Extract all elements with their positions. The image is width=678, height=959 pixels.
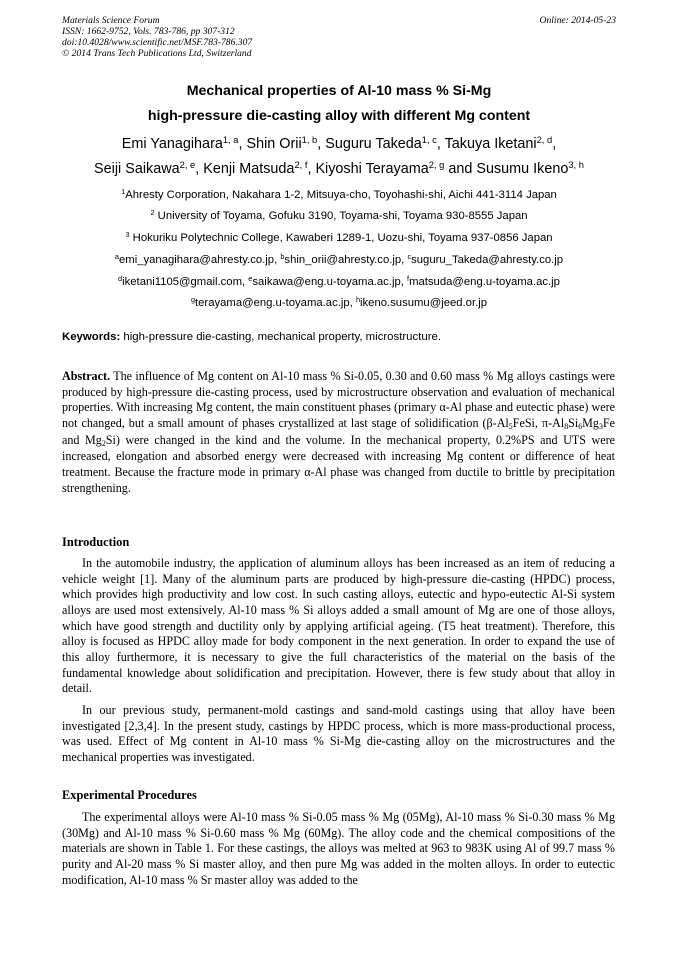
email-link[interactable]: ikeno.susumu@jeed.or.jp bbox=[360, 297, 488, 309]
email-mark: f bbox=[407, 274, 410, 284]
affiliation-1 bbox=[0, 189, 678, 201]
author-affiliation-mark: 2, d bbox=[536, 135, 553, 146]
email-mark: c bbox=[407, 252, 412, 262]
issn-line: ISSN: 1662-9752, Vols. 783-786, pp 307-312 bbox=[62, 26, 235, 37]
email-link[interactable]: emi_yanagihara@ahresty.co.jp bbox=[119, 254, 275, 266]
paper-title-line-1: Mechanical properties of Al-10 mass % Si-Mg bbox=[186, 83, 492, 99]
abstract-text: The influence of Mg content on Al-10 mass % Si-0.05, 0.30 and 0.60 mass % Mg alloys castings were produced by high-pressure die-casting process, used by microstructure observation and evaluation of mechanical properties. With increasing Mg content, the main constituent phases (primary α-Al phase and eutectic phase) were not changed, but a small amount of phases crystallized at last stage of solidification (β-Al bbox=[62, 369, 615, 430]
author-name: Kenji Matsuda bbox=[203, 161, 295, 177]
author-name: Seiji Saikawa bbox=[94, 161, 180, 177]
doi-line: doi:10.4028/www.scientific.net/MSF.783-786.307 bbox=[62, 37, 253, 48]
author-list-line-2: Seiji Saikawa$^{2, e}$, Kenji Matsuda$^{2, f}$, Kiyoshi Terayama$^{2, g}$ and Susumu Ikeno$^{3, h}$ bbox=[94, 160, 584, 177]
author-list-line-1: Emi Yanagihara$^{1, a}$, Shin Orii$^{1, b}$, Suguru Takeda$^{1, c}$, Takuya Iketani$^{2, d}$, bbox=[121, 135, 557, 152]
author-affiliation-mark: 2, e bbox=[179, 160, 196, 171]
author-affiliation-mark: 2, g bbox=[428, 160, 445, 171]
email-mark: b bbox=[280, 252, 285, 262]
author-name: Shin Orii bbox=[246, 136, 302, 152]
author-name: Takuya Iketani bbox=[444, 136, 537, 152]
subscript: 6 bbox=[578, 422, 583, 432]
email-link[interactable]: shin_orii@ahresty.co.jp bbox=[284, 254, 402, 266]
author-affiliation-mark: 1, a bbox=[222, 135, 239, 146]
author-name: Emi Yanagihara bbox=[121, 136, 223, 152]
affiliation-3 bbox=[0, 232, 678, 244]
email-link[interactable]: matsuda@eng.u-toyama.ac.jp bbox=[409, 276, 560, 288]
email-link[interactable]: terayama@eng.u-toyama.ac.jp bbox=[195, 297, 350, 309]
affiliation-mark: 1 bbox=[121, 187, 126, 197]
paper-title-line-2: high-pressure die-casting alloy with different Mg content bbox=[147, 108, 531, 124]
online-date: Online: 2014-05-23 bbox=[539, 15, 616, 26]
author-name: Kiyoshi Terayama bbox=[315, 161, 429, 177]
section-heading-introduction: Introduction bbox=[62, 535, 130, 549]
email-mark: e bbox=[248, 274, 253, 284]
abstract bbox=[62, 369, 615, 496]
keywords-label: Keywords: bbox=[62, 331, 121, 343]
abstract-text: Si bbox=[568, 415, 579, 430]
email-line-1: $^a$emi_yanagihara@ahresty.co.jp, $^b$shin_orii@ahresty.co.jp, $^c$suguru_Takeda@ahresty.co.jp bbox=[114, 252, 564, 266]
abstract-text: FeSi, π-Al bbox=[512, 415, 565, 430]
copyright-line: © 2014 Trans Tech Publications Ltd, Switzerland bbox=[62, 48, 252, 59]
email-line-3: $^g$terayama@eng.u-toyama.ac.jp, $^h$ikeno.susumu@jeed.or.jp bbox=[190, 295, 488, 309]
journal-name: Materials Science Forum bbox=[62, 15, 160, 26]
abstract-label: Abstract. bbox=[62, 369, 111, 383]
email-mark: a bbox=[114, 252, 119, 262]
email-mark: d bbox=[118, 274, 123, 284]
affiliation-text: Ahresty Corporation, Nakahara 1-2, Mitsuya-cho, Toyohashi-shi, Aichi 441-3114 Japan bbox=[125, 189, 557, 201]
affiliation-2 bbox=[0, 210, 678, 222]
author-name: Suguru Takeda bbox=[325, 136, 422, 152]
section-heading-experimental: Experimental Procedures bbox=[62, 788, 197, 802]
subscript: 3 bbox=[598, 422, 603, 432]
email-mark: g bbox=[190, 295, 196, 305]
running-header-left bbox=[62, 15, 252, 59]
author-affiliation-mark: 2, f bbox=[294, 160, 308, 171]
subscript: 2 bbox=[101, 438, 106, 448]
author-affiliation-mark: 3, h bbox=[568, 160, 584, 171]
affiliation-mark: 2 bbox=[150, 208, 155, 218]
email-link[interactable]: saikawa@eng.u-toyama.ac.jp bbox=[252, 276, 401, 288]
keywords-text: high-pressure die-casting, mechanical property, microstructure. bbox=[120, 331, 441, 343]
email-mark: h bbox=[355, 295, 361, 305]
email-link[interactable]: iketani1105@gmail.com bbox=[122, 276, 243, 288]
abstract-text: Fe and Mg bbox=[62, 415, 615, 447]
author-affiliation-mark: 1, c bbox=[421, 135, 437, 146]
introduction-paragraph-2: In our previous study, permanent-mold castings and sand-mold castings using that alloy have been investigated [2,3,4]. In the present study, castings by HPDC process, which is more mass-productional process, was used. Effect of Mg content in Al-10 mass % Si-Mg die-casting alloy on the microstructures and the mechanical properties was investigated. bbox=[62, 703, 615, 764]
keywords bbox=[62, 331, 441, 343]
subscript: 8 bbox=[564, 422, 569, 432]
affiliation-mark: 3 bbox=[125, 230, 130, 240]
experimental-paragraph-1: The experimental alloys were Al-10 mass % Si-0.05 mass % Mg (05Mg), Al-10 mass % Si-0.30 mass % Mg (30Mg) and Al-10 mass % Si-0.60 mass % Mg (60Mg). The alloy code and the chemical compositions of the materials are shown in Table 1. For these castings, the alloys was melted at 963 to 983K using Al of 99.7 mass % purity and Al-20 mass % Si master alloy, and then pure Mg was added in the molten alloys. In order to eutectic modification, Al-10 mass % Sr master alloy was added to the bbox=[62, 810, 615, 887]
introduction-paragraph-1: In the automobile industry, the application of aluminum alloys has been increased as an item of reducing a vehicle weight [1]. Many of the aluminum parts are produced by high-pressure die-casting (HPDC) process, which provides high productivity and low cost. In such casting alloys, eutectic and hypo-eutectic Al-Si system alloys are used most extensively. Al-10 mass % Si alloys added a small amount of Mg are one of those alloys, which have good strength and ductility only by applying artificial ageing. (T5 heat treatment). Therefore, this alloy is focused as HPDC alloy made for body component in the next generation. In order to expand the use of this alloy furthermore, it is necessary to give the full characteristics of the material on the basis of the fundamental knowledge about solidification and precipitation. However, there is few study about that alloy in detail. bbox=[62, 556, 615, 696]
abstract-text: Mg bbox=[582, 415, 599, 430]
email-link[interactable]: suguru_Takeda@ahresty.co.jp bbox=[411, 254, 564, 266]
affiliation-text: University of Toyama, Gofuku 3190, Toyama-shi, Toyama 930-8555 Japan bbox=[154, 210, 528, 222]
author-affiliation-mark: 1, b bbox=[301, 135, 318, 146]
email-line-2: $^d$iketani1105@gmail.com, $^e$saikawa@eng.u-toyama.ac.jp, $^f$matsuda@eng.u-toyama.ac.jp bbox=[118, 274, 560, 288]
author-name: Susumu Ikeno bbox=[476, 161, 569, 177]
affiliation-text: Hokuriku Polytechnic College, Kawaberi 1289-1, Uozu-shi, Toyama 937-0856 Japan bbox=[129, 232, 553, 244]
abstract-text: Si) were changed in the kind and the volume. In the mechanical property, 0.2%PS and UTS were increased, elongation and absorbed energy were decreased with increasing Mg content or difference of heat treatment. Because the fracture mode in primary α-Al phase was changed from ductile to brittle by precipitation strengthening. bbox=[62, 432, 615, 495]
subscript: 5 bbox=[508, 422, 513, 432]
